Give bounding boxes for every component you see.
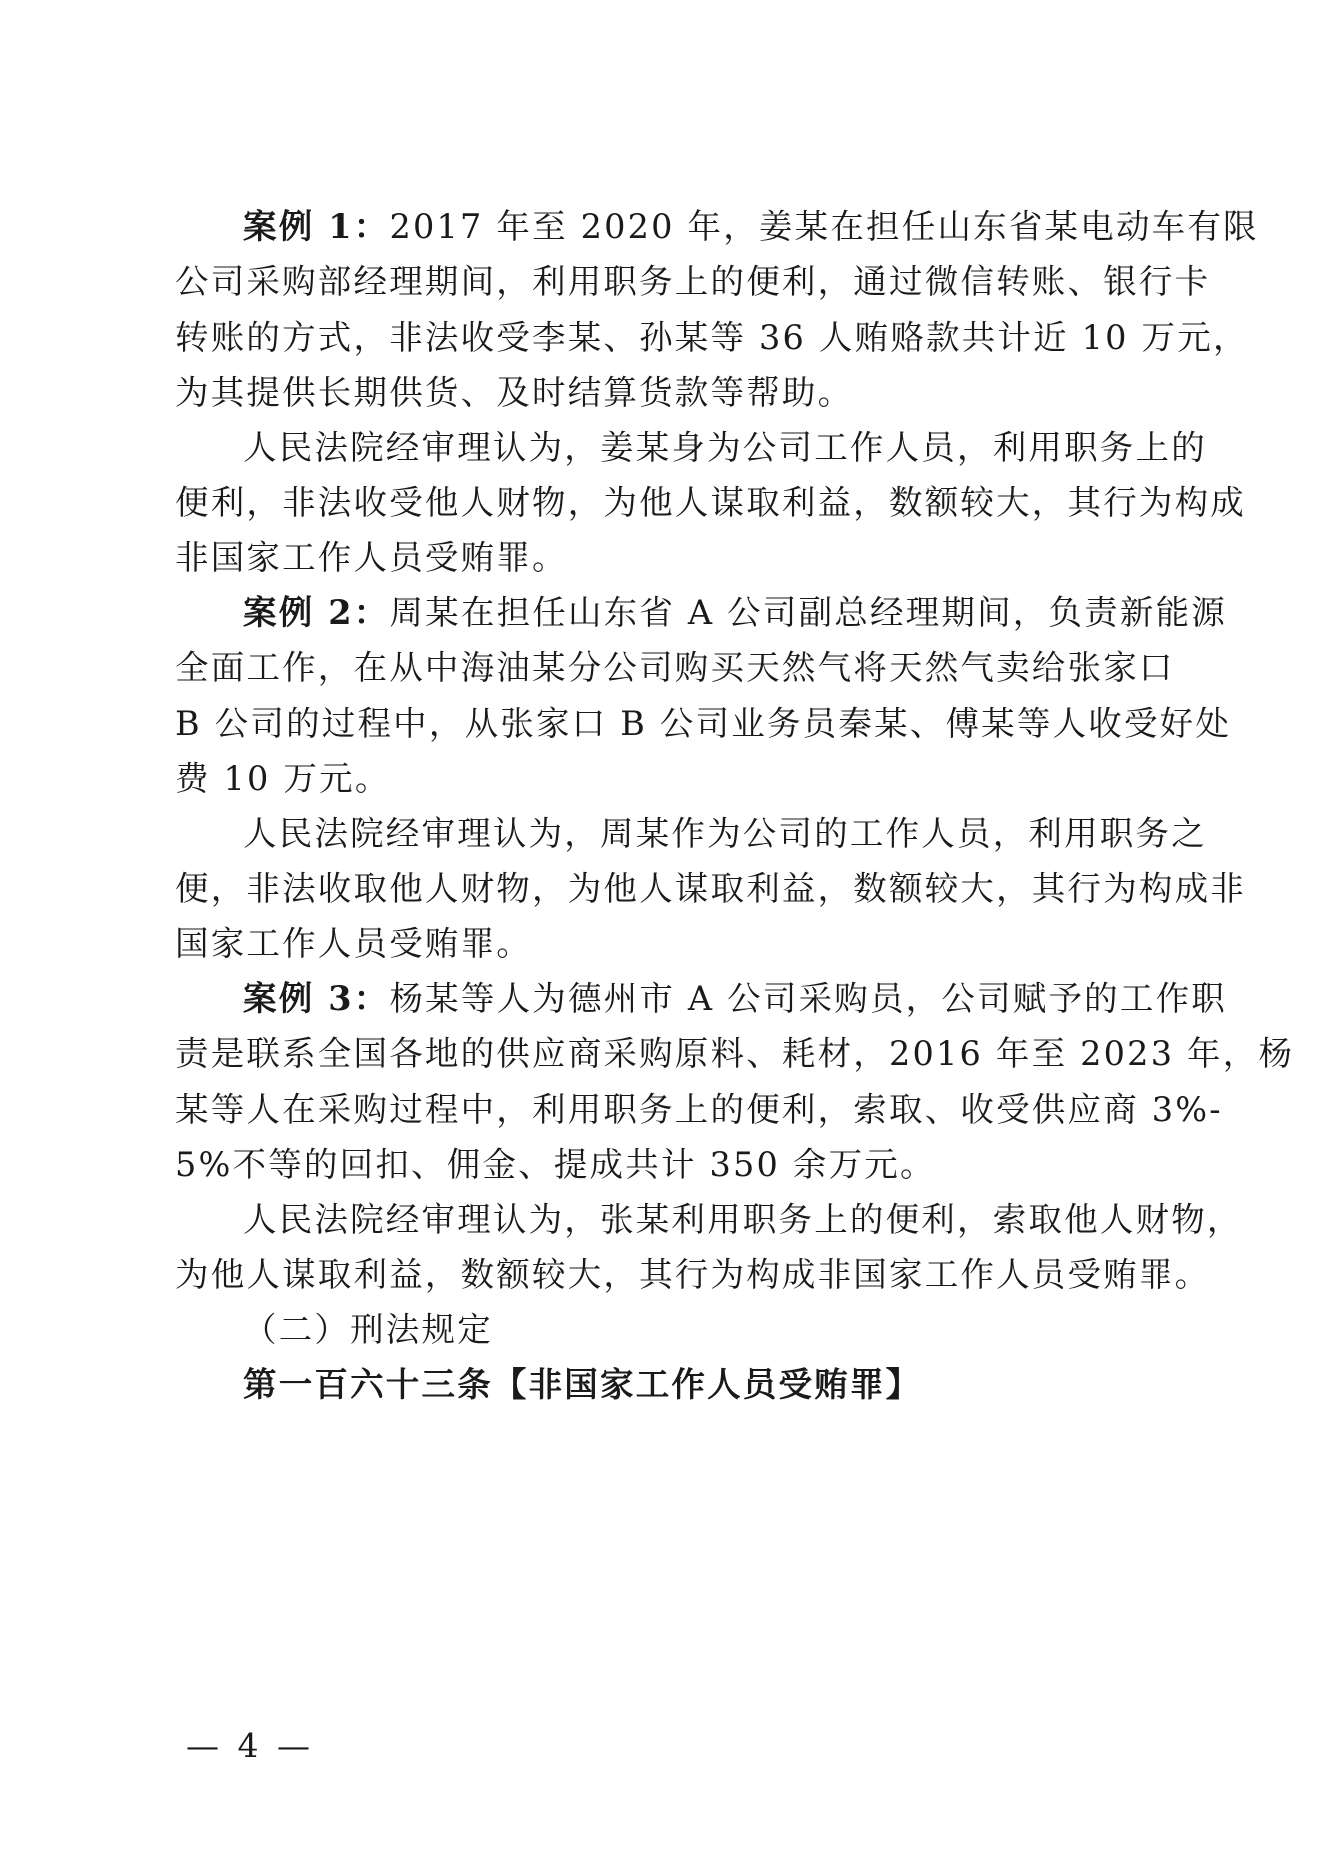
section-heading: （二）刑法规定 xyxy=(243,1310,493,1349)
page-number: — 4 — xyxy=(186,1726,314,1765)
case-2-line-1 xyxy=(243,591,1227,635)
ruling-2-line-2: 便，非法收取他人财物，为他人谋取利益，数额较大，其行为构成非 xyxy=(175,869,1246,908)
case-3-lead: 案例 3： xyxy=(243,979,390,1018)
case-1-line-3: 转账的方式，非法收受李某、孙某等 36 人贿赂款共计近 10 万元， xyxy=(175,318,1249,357)
ruling-2-line-1: 人民法院经审理认为，周某作为公司的工作人员，利用职务之 xyxy=(243,814,1207,853)
case-2-line-4: 费 10 万元。 xyxy=(175,759,391,798)
case-2-line-3: B 公司的过程中，从张家口 B 公司业务员秦某、傅某等人收受好处 xyxy=(175,704,1232,743)
ruling-1-line-2: 便利，非法收受他人财物，为他人谋取利益，数额较大，其行为构成 xyxy=(175,483,1246,522)
case-1-line-2: 公司采购部经理期间，利用职务上的便利，通过微信转账、银行卡 xyxy=(175,262,1211,301)
ruling-3-line-2: 为他人谋取利益，数额较大，其行为构成非国家工作人员受贿罪。 xyxy=(175,1255,1211,1294)
ruling-1-line-3: 非国家工作人员受贿罪。 xyxy=(175,538,568,577)
case-3-line-1 xyxy=(243,977,1227,1021)
case-3-line-4: 5%不等的回扣、佣金、提成共计 350 余万元。 xyxy=(175,1145,936,1184)
ruling-3-line-1: 人民法院经审理认为，张某利用职务上的便利，索取他人财物， xyxy=(243,1200,1243,1239)
case-3-text: 杨某等人为德州市 A 公司采购员，公司赋予的工作职 xyxy=(389,979,1227,1018)
case-2-line-2: 全面工作，在从中海油某分公司购买天然气将天然气卖给张家口 xyxy=(175,648,1175,687)
article-heading: 第一百六十三条【非国家工作人员受贿罪】 xyxy=(243,1365,922,1404)
ruling-2-line-3: 国家工作人员受贿罪。 xyxy=(175,924,532,963)
case-3-line-3: 某等人在采购过程中，利用职务上的便利，索取、收受供应商 3%- xyxy=(175,1090,1223,1129)
case-2-lead: 案例 2： xyxy=(243,593,390,632)
case-2-text: 周某在担任山东省 A 公司副总经理期间，负责新能源 xyxy=(389,593,1227,632)
case-1-line-1 xyxy=(243,205,1259,249)
case-1-text: 2017 年至 2020 年，姜某在担任山东省某电动车有限 xyxy=(389,207,1259,246)
case-1-lead: 案例 1： xyxy=(243,207,390,246)
ruling-1-line-1: 人民法院经审理认为，姜某身为公司工作人员，利用职务上的 xyxy=(243,428,1207,467)
case-1-line-4: 为其提供长期供货、及时结算货款等帮助。 xyxy=(175,373,854,412)
case-3-line-2: 责是联系全国各地的供应商采购原料、耗材，2016 年至 2023 年，杨 xyxy=(175,1034,1295,1073)
